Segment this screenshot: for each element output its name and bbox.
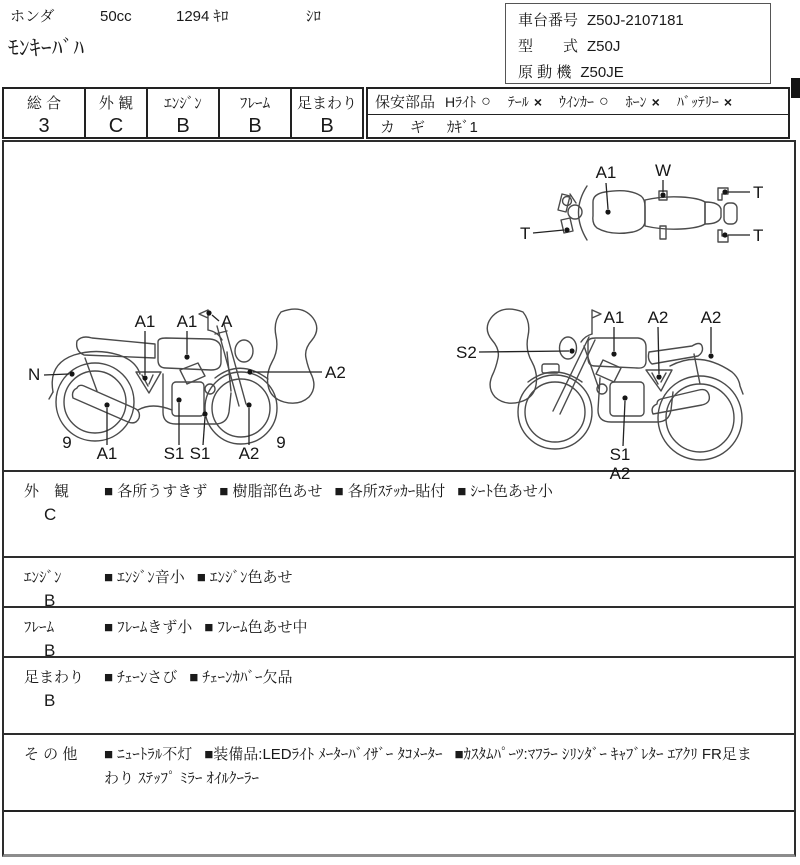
condition-item: ■ ｴﾝｼﾞﾝ色あせ <box>196 569 293 586</box>
model-name: ﾓﾝｷｰﾊﾞﾊ <box>8 37 85 60</box>
section-items <box>104 608 794 656</box>
diagram-label: 9 <box>62 433 72 452</box>
diagram-label: T <box>753 183 764 202</box>
model-code-label: 型 式 <box>518 38 579 55</box>
diagram-label: S2 <box>456 343 477 362</box>
mileage: 1294 ｷﾛ <box>176 8 229 25</box>
condition-item: ■ 樹脂部色あせ <box>219 483 323 500</box>
diagram-label: T <box>520 224 531 243</box>
ratings-row <box>2 87 364 139</box>
rating-label: ｴﾝｼﾞﾝ <box>164 95 202 112</box>
section-label-block <box>4 658 104 733</box>
diagram-label: A1 <box>176 312 198 331</box>
section-label: ｴﾝｼﾞﾝ <box>24 569 62 586</box>
engine-code-row <box>518 60 770 86</box>
condition-item: ■ｶｽﾀﾑﾊﾟｰﾂ:ﾏﾌﾗｰ ｼﾘﾝﾀﾞｰ ｷｬﾌﾞﾚﾀｰ ｴｱｸﾘ FR足まわり ｽﾃｯﾌﾟ ﾐﾗｰ ｵｲﾙｸｰﾗｰ <box>104 746 752 787</box>
section-items <box>104 658 794 733</box>
rating-label: ﾌﾚｰﾑ <box>239 95 270 112</box>
condition-item: ■ ﾆｭｰﾄﾗﾙ不灯 <box>104 746 193 763</box>
diagram-label: W <box>654 161 672 180</box>
rating-label: 足まわり <box>296 95 357 112</box>
chassis-number-row <box>518 8 770 34</box>
section-items <box>104 558 794 606</box>
safety-item-taillight <box>508 92 542 112</box>
motorcycle-top-view-diagram <box>512 150 792 268</box>
safety-item-winker <box>559 92 609 112</box>
rating-value: B <box>320 115 334 137</box>
section-label: 足まわり <box>24 669 85 686</box>
diagram-label: S1 <box>163 444 185 463</box>
safety-item-horn <box>626 92 660 112</box>
rating-label: 総 合 <box>26 95 62 112</box>
safety-item-battery <box>677 92 732 112</box>
section-frame <box>4 606 794 660</box>
diagram-label: N <box>28 365 41 384</box>
key-value: ｶｷﾞ1 <box>447 118 478 136</box>
section-other <box>4 733 794 810</box>
section-label-block <box>4 558 104 610</box>
diagram-label: 9 <box>276 433 286 452</box>
diagram-label: A2 <box>325 363 346 382</box>
section-grade: B <box>44 641 56 660</box>
safety-item-label: ｳｲﾝｶｰ <box>559 93 594 110</box>
rating-cell-undercarriage <box>290 87 364 139</box>
rating-cell-engine <box>146 87 220 139</box>
ok-mark-icon: ○ <box>481 92 491 110</box>
section-grade: B <box>44 591 56 610</box>
rating-cell-exterior <box>84 87 148 139</box>
body-color: ｼﾛ <box>306 8 322 25</box>
condition-item: ■ 各所ｽﾃｯｶｰ貼付 <box>334 483 446 500</box>
condition-item: ■ ﾁｪｰﾝさび <box>104 669 178 686</box>
diagram-label: S1 <box>609 445 631 464</box>
safety-item-headlight <box>445 92 491 112</box>
vehicle-id-box <box>505 3 771 84</box>
condition-item: ■ ｼｰﾄ色あせ小 <box>457 483 553 500</box>
safety-item-label: ﾎｰﾝ <box>625 93 647 110</box>
rating-value: B <box>176 115 190 137</box>
diagram-label: A2 <box>609 464 631 483</box>
section-label: 外 観 <box>24 483 70 500</box>
diagram-label: A2 <box>700 308 722 327</box>
rating-value: B <box>248 115 262 137</box>
rating-label: 外 観 <box>98 95 134 112</box>
engine-code-value: Z50JE <box>580 64 624 81</box>
condition-item: ■装備品:LEDﾗｲﾄ ﾒｰﾀｰﾊﾞｲｻﾞｰ ﾀｺﾒｰﾀｰ <box>204 746 443 763</box>
diagram-label: A2 <box>647 308 669 327</box>
condition-item: ■ ｴﾝｼﾞﾝ音小 <box>104 569 185 586</box>
diagram-label: A1 <box>134 312 156 331</box>
motorcycle-right-side-diagram <box>22 296 354 478</box>
corner-mark <box>791 78 800 98</box>
model-code-value: Z50J <box>587 38 621 55</box>
rating-value: C <box>108 115 124 137</box>
safety-parts-title: 保安部品 <box>375 94 436 111</box>
ng-mark-icon: × <box>651 93 660 110</box>
condition-item: ■ ﾌﾚｰﾑきず小 <box>104 619 193 636</box>
diagram-label: A1 <box>603 308 625 327</box>
displacement: 50cc <box>100 8 132 25</box>
diagram-label: A <box>221 312 233 331</box>
diagram-label: S1 <box>189 444 211 463</box>
section-grade: B <box>44 691 56 710</box>
section-grade: C <box>44 505 57 524</box>
motorcycle-left-side-diagram <box>442 294 790 490</box>
empty-row <box>4 810 794 854</box>
rating-cell-overall <box>2 87 86 139</box>
chassis-number-label: 車台番号 <box>518 12 579 29</box>
diagram-label: A2 <box>238 444 260 463</box>
section-label-block <box>4 472 104 556</box>
section-engine <box>4 556 794 610</box>
condition-item: ■ 各所うすきず <box>104 483 208 500</box>
maker-name: ホンダ <box>10 8 55 25</box>
section-items <box>104 735 794 810</box>
key-row <box>368 115 788 137</box>
safety-item-label: Hﾗｲﾄ <box>445 93 477 110</box>
condition-item: ■ ﾁｪｰﾝｶﾊﾞｰ欠品 <box>189 669 293 686</box>
section-label-block <box>4 735 104 810</box>
rating-value: 3 <box>38 115 50 137</box>
side-view-art <box>487 309 743 460</box>
rating-cell-frame <box>218 87 292 139</box>
safety-parts-row <box>368 89 788 115</box>
diagram-label: T <box>753 226 764 245</box>
engine-code-label: 原 動 機 <box>518 64 572 81</box>
ok-mark-icon: ○ <box>599 92 609 110</box>
diagram-label: A1 <box>96 444 118 463</box>
safety-item-label: ﾊﾞｯﾃﾘｰ <box>676 93 719 110</box>
safety-parts-box <box>366 87 790 139</box>
condition-item: ■ ﾌﾚｰﾑ色あせ中 <box>204 619 308 636</box>
section-label: ﾌﾚｰﾑ <box>24 619 55 636</box>
section-label-block <box>4 608 104 660</box>
side-view-labels <box>28 310 346 463</box>
safety-item-label: ﾃｰﾙ <box>507 93 529 110</box>
diagram-label: A1 <box>595 163 617 182</box>
ng-mark-icon: × <box>723 93 733 110</box>
ng-mark-icon: × <box>533 93 542 110</box>
key-label: カ ギ <box>380 118 426 136</box>
model-code-row <box>518 34 770 60</box>
section-label: そ の 他 <box>24 746 78 763</box>
top-view-art <box>558 186 737 242</box>
section-undercarriage <box>4 656 794 733</box>
chassis-number-value: Z50J-2107181 <box>587 12 684 29</box>
